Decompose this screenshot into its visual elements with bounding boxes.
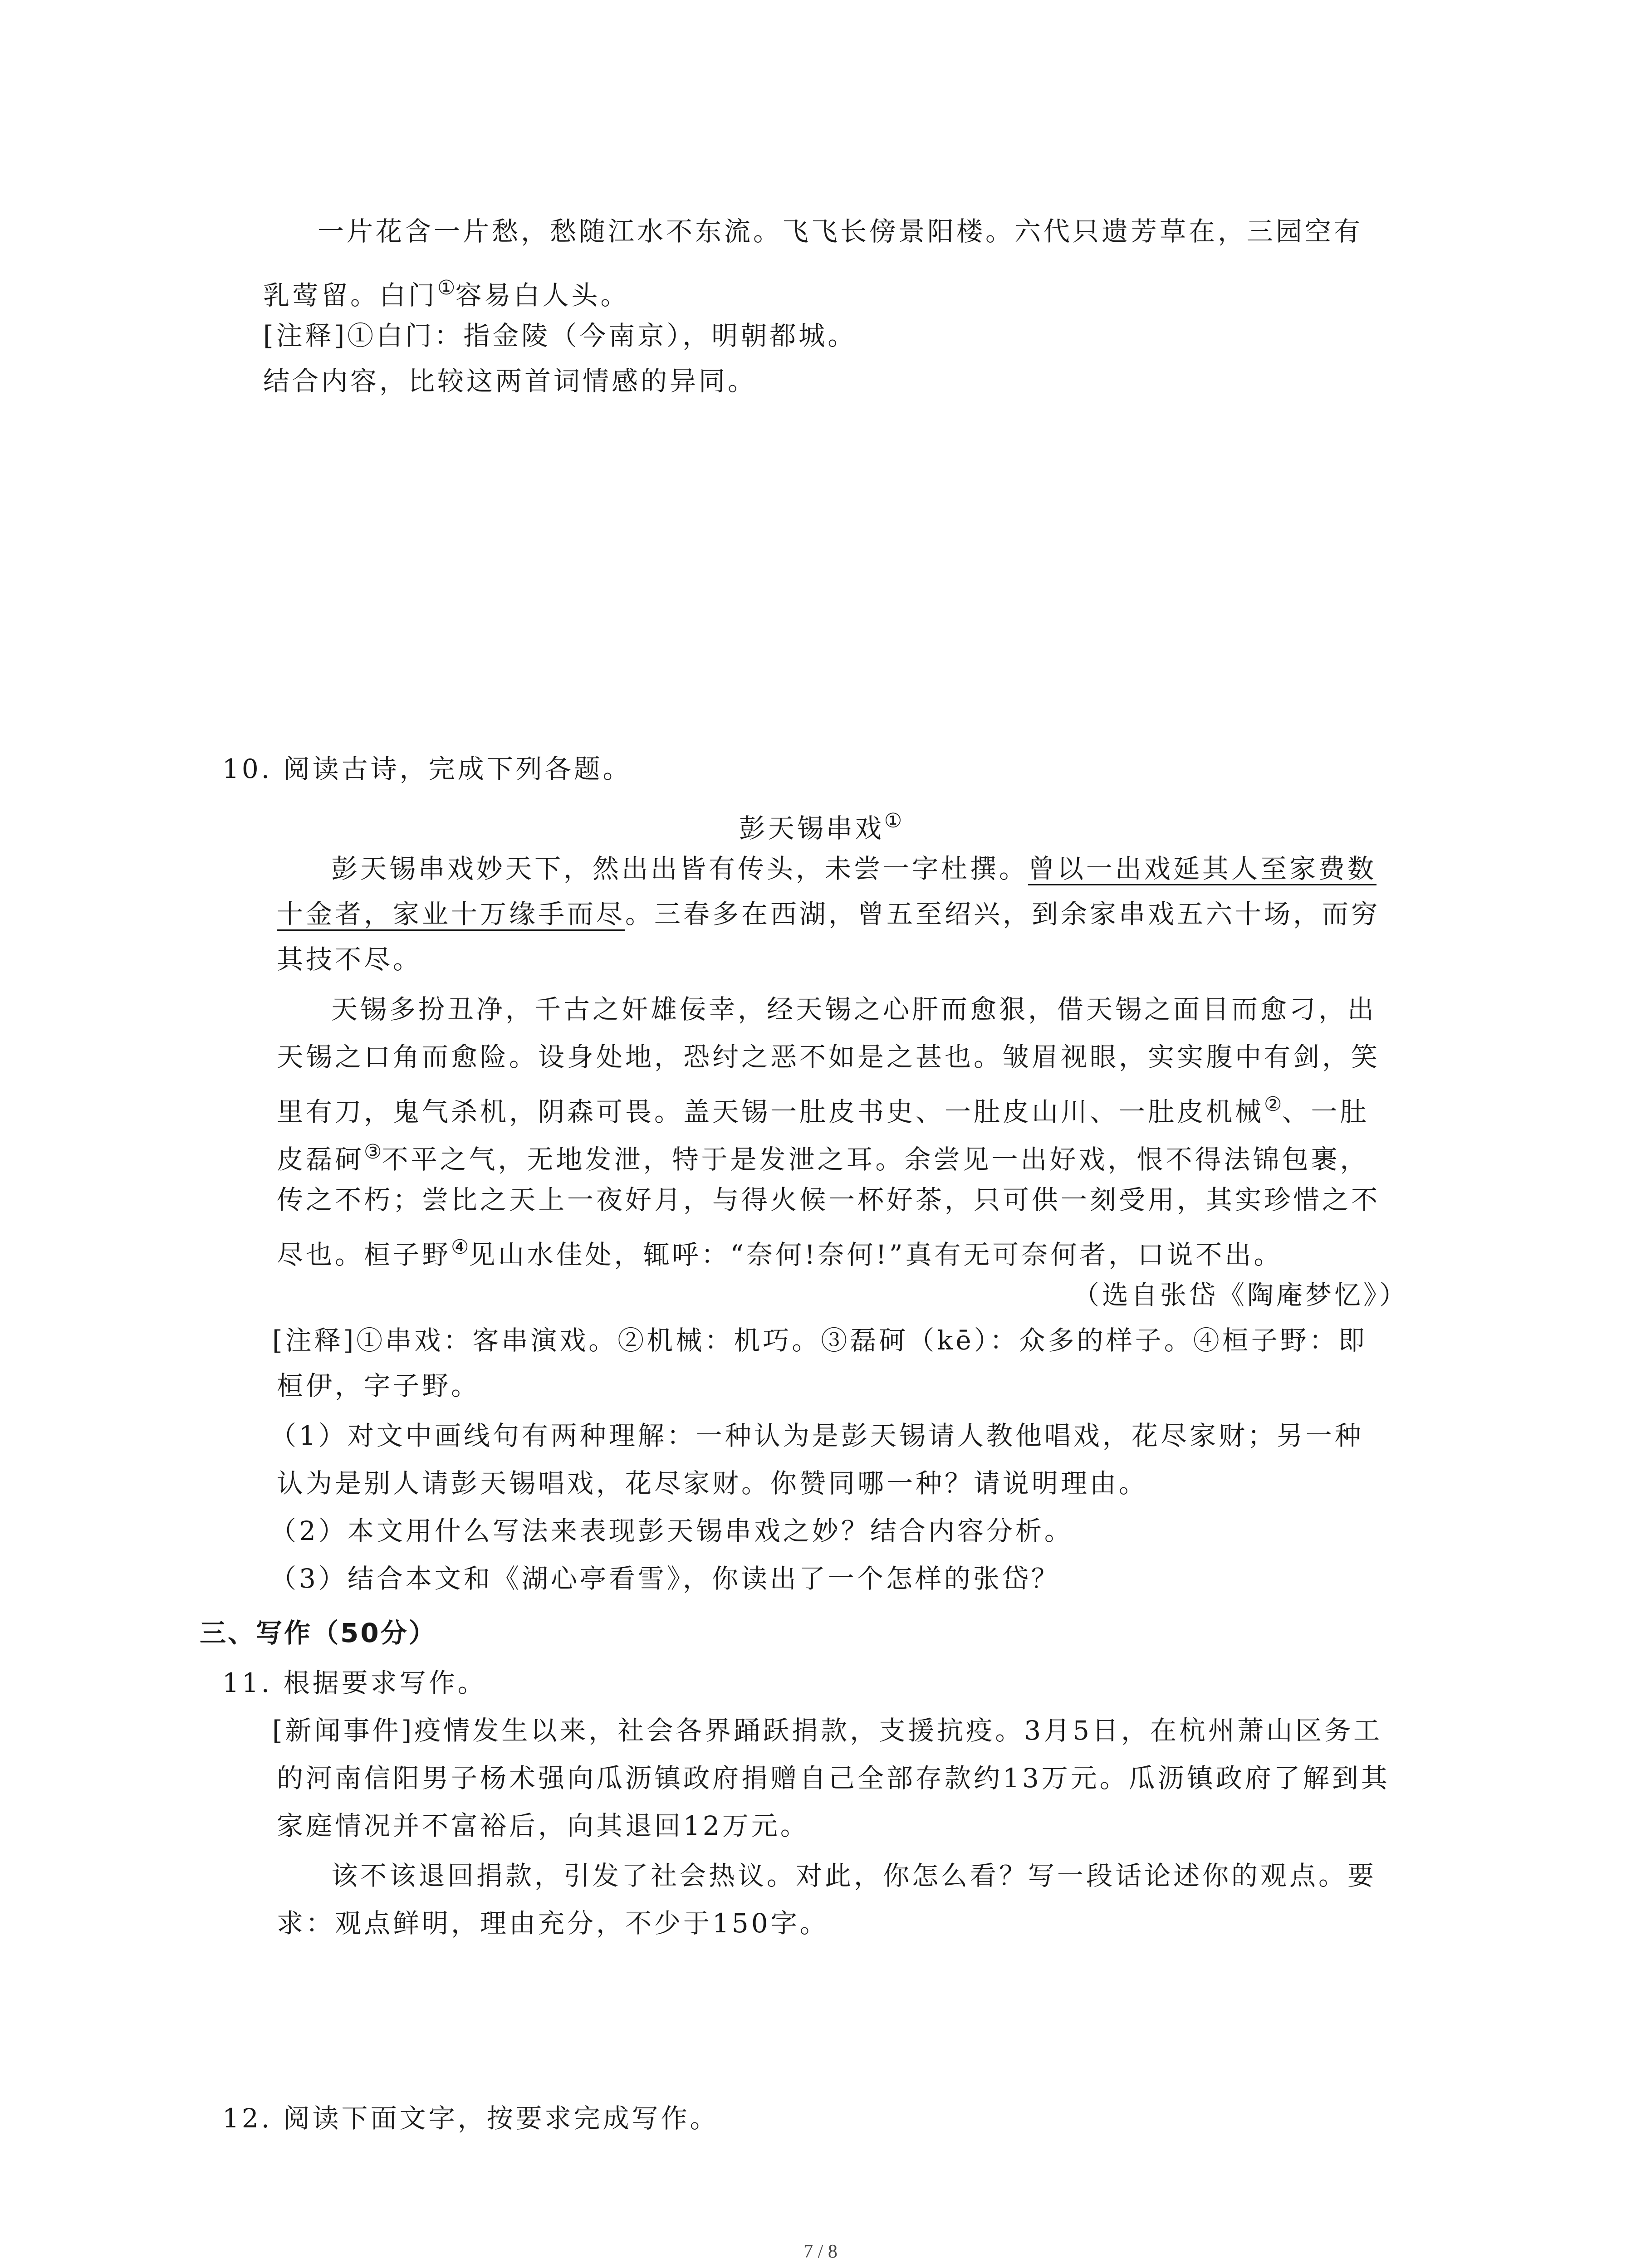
q10-p2-line-2: 天锡之口角而愈险。设身处地，恐纣之恶不如是之甚也。皱眉视眼，实实腹中有剑，笑: [277, 1041, 1381, 1072]
q10-sub2: （2）本文用什么写法来表现彭天锡串戏之妙？结合内容分析。: [270, 1515, 1073, 1546]
q10-p2-line-1: 天锡多扮丑净，千古之奸雄佞幸，经天锡之心肝而愈狠，借天锡之面目而愈刁，出: [331, 994, 1377, 1025]
q12-stem: 12. 阅读下面文字，按要求完成写作。: [222, 2103, 719, 2134]
footnote-mark: ③: [364, 1140, 382, 1163]
footnote-mark: ④: [451, 1236, 469, 1259]
footnote-mark: ②: [1264, 1093, 1282, 1116]
section-3-heading: 三、写作（50分）: [200, 1618, 437, 1648]
q10-sub3: （3）结合本文和《湖心亭看雪》，你读出了一个怎样的张岱？: [270, 1563, 1060, 1594]
q10-sub1-line-1: （1）对文中画线句有两种理解：一种认为是彭天锡请人教他唱戏，花尽家财；另一种: [270, 1420, 1364, 1451]
q11-line-4: 该不该退回捐款，引发了社会热议。对此，你怎么看？写一段话论述你的观点。要: [331, 1860, 1377, 1891]
page-number: 7 / 8: [803, 2241, 838, 2262]
q10-p1-line-3: 其技不尽。: [277, 944, 422, 975]
q10-note-line-1: [注释]①串戏：客串演戏。②机械：机巧。③磊砢（kē）：众多的样子。④桓子野：即: [272, 1325, 1367, 1356]
poem-line-1: 一片花含一片愁，愁随江水不东流。飞飞长傍景阳楼。六代只遗芳草在，三园空有: [318, 216, 1363, 247]
footnote-mark: ①: [437, 276, 456, 299]
q10-title: 彭天锡串戏①: [739, 809, 902, 844]
q11-line-2: 的河南信阳男子杨术强向瓜沥镇政府捐赠自己全部存款约13万元。瓜沥镇政府了解到其: [277, 1763, 1390, 1794]
underlined-sentence: 曾以一出戏延其人至家费数: [1028, 853, 1377, 884]
q11-line-3: 家庭情况并不富裕后，向其退回12万元。: [277, 1810, 809, 1841]
q10-p2-line-3: 里有刀，鬼气杀机，阴森可畏。盖天锡一肚皮书史、一肚皮山川、一肚皮机械②、一肚: [277, 1093, 1369, 1127]
q10-source: （选自张岱《陶庵梦忆》）: [1073, 1280, 1409, 1310]
q10-sub1-line-2: 认为是别人请彭天锡唱戏，花尽家财。你赞同哪一种？请说明理由。: [277, 1468, 1148, 1499]
q10-note-line-2: 桓伊，字子野。: [277, 1370, 480, 1401]
q10-p2-line-5: 传之不朽；尝比之天上一夜好月，与得火候一杯好茶，只可供一刻受用，其实珍惜之不: [277, 1184, 1381, 1215]
q11-stem: 11. 根据要求写作。: [222, 1667, 487, 1698]
underlined-sentence: 十金者，家业十万缘手而尽: [277, 899, 626, 929]
q10-stem: 10. 阅读古诗，完成下列各题。: [222, 753, 632, 784]
poem-question: 结合内容，比较这两首词情感的异同。: [263, 366, 757, 396]
poem-note: [注释]①白门：指金陵（今南京），明朝都城。: [263, 320, 857, 351]
q10-p2-line-4: 皮磊砢③不平之气，无地发泄，特于是发泄之耳。余尝见一出好戏，恨不得法锦包裹，: [277, 1140, 1369, 1175]
footnote-mark: ①: [884, 809, 902, 832]
q11-line-1: [新闻事件]疫情发生以来，社会各界踊跃捐款，支援抗疫。3月5日，在杭州萧山区务工: [272, 1715, 1383, 1746]
q11-line-5: 求：观点鲜明，理由充分，不少于150字。: [277, 1908, 829, 1939]
q10-p2-line-6: 尽也。桓子野④见山水佳处，辄呼：“奈何!奈何!”真有无可奈何者，口说不出。: [277, 1236, 1283, 1270]
poem-line-2: 乳莺留。白门①容易白人头。: [263, 276, 630, 311]
q10-p1-line-1: 彭天锡串戏妙天下，然出出皆有传头，未尝一字杜撰。曾以一出戏延其人至家费数: [331, 853, 1377, 884]
q10-p1-line-2: 十金者，家业十万缘手而尽。三春多在西湖，曾五至绍兴，到余家串戏五六十场，而穷: [277, 899, 1381, 929]
